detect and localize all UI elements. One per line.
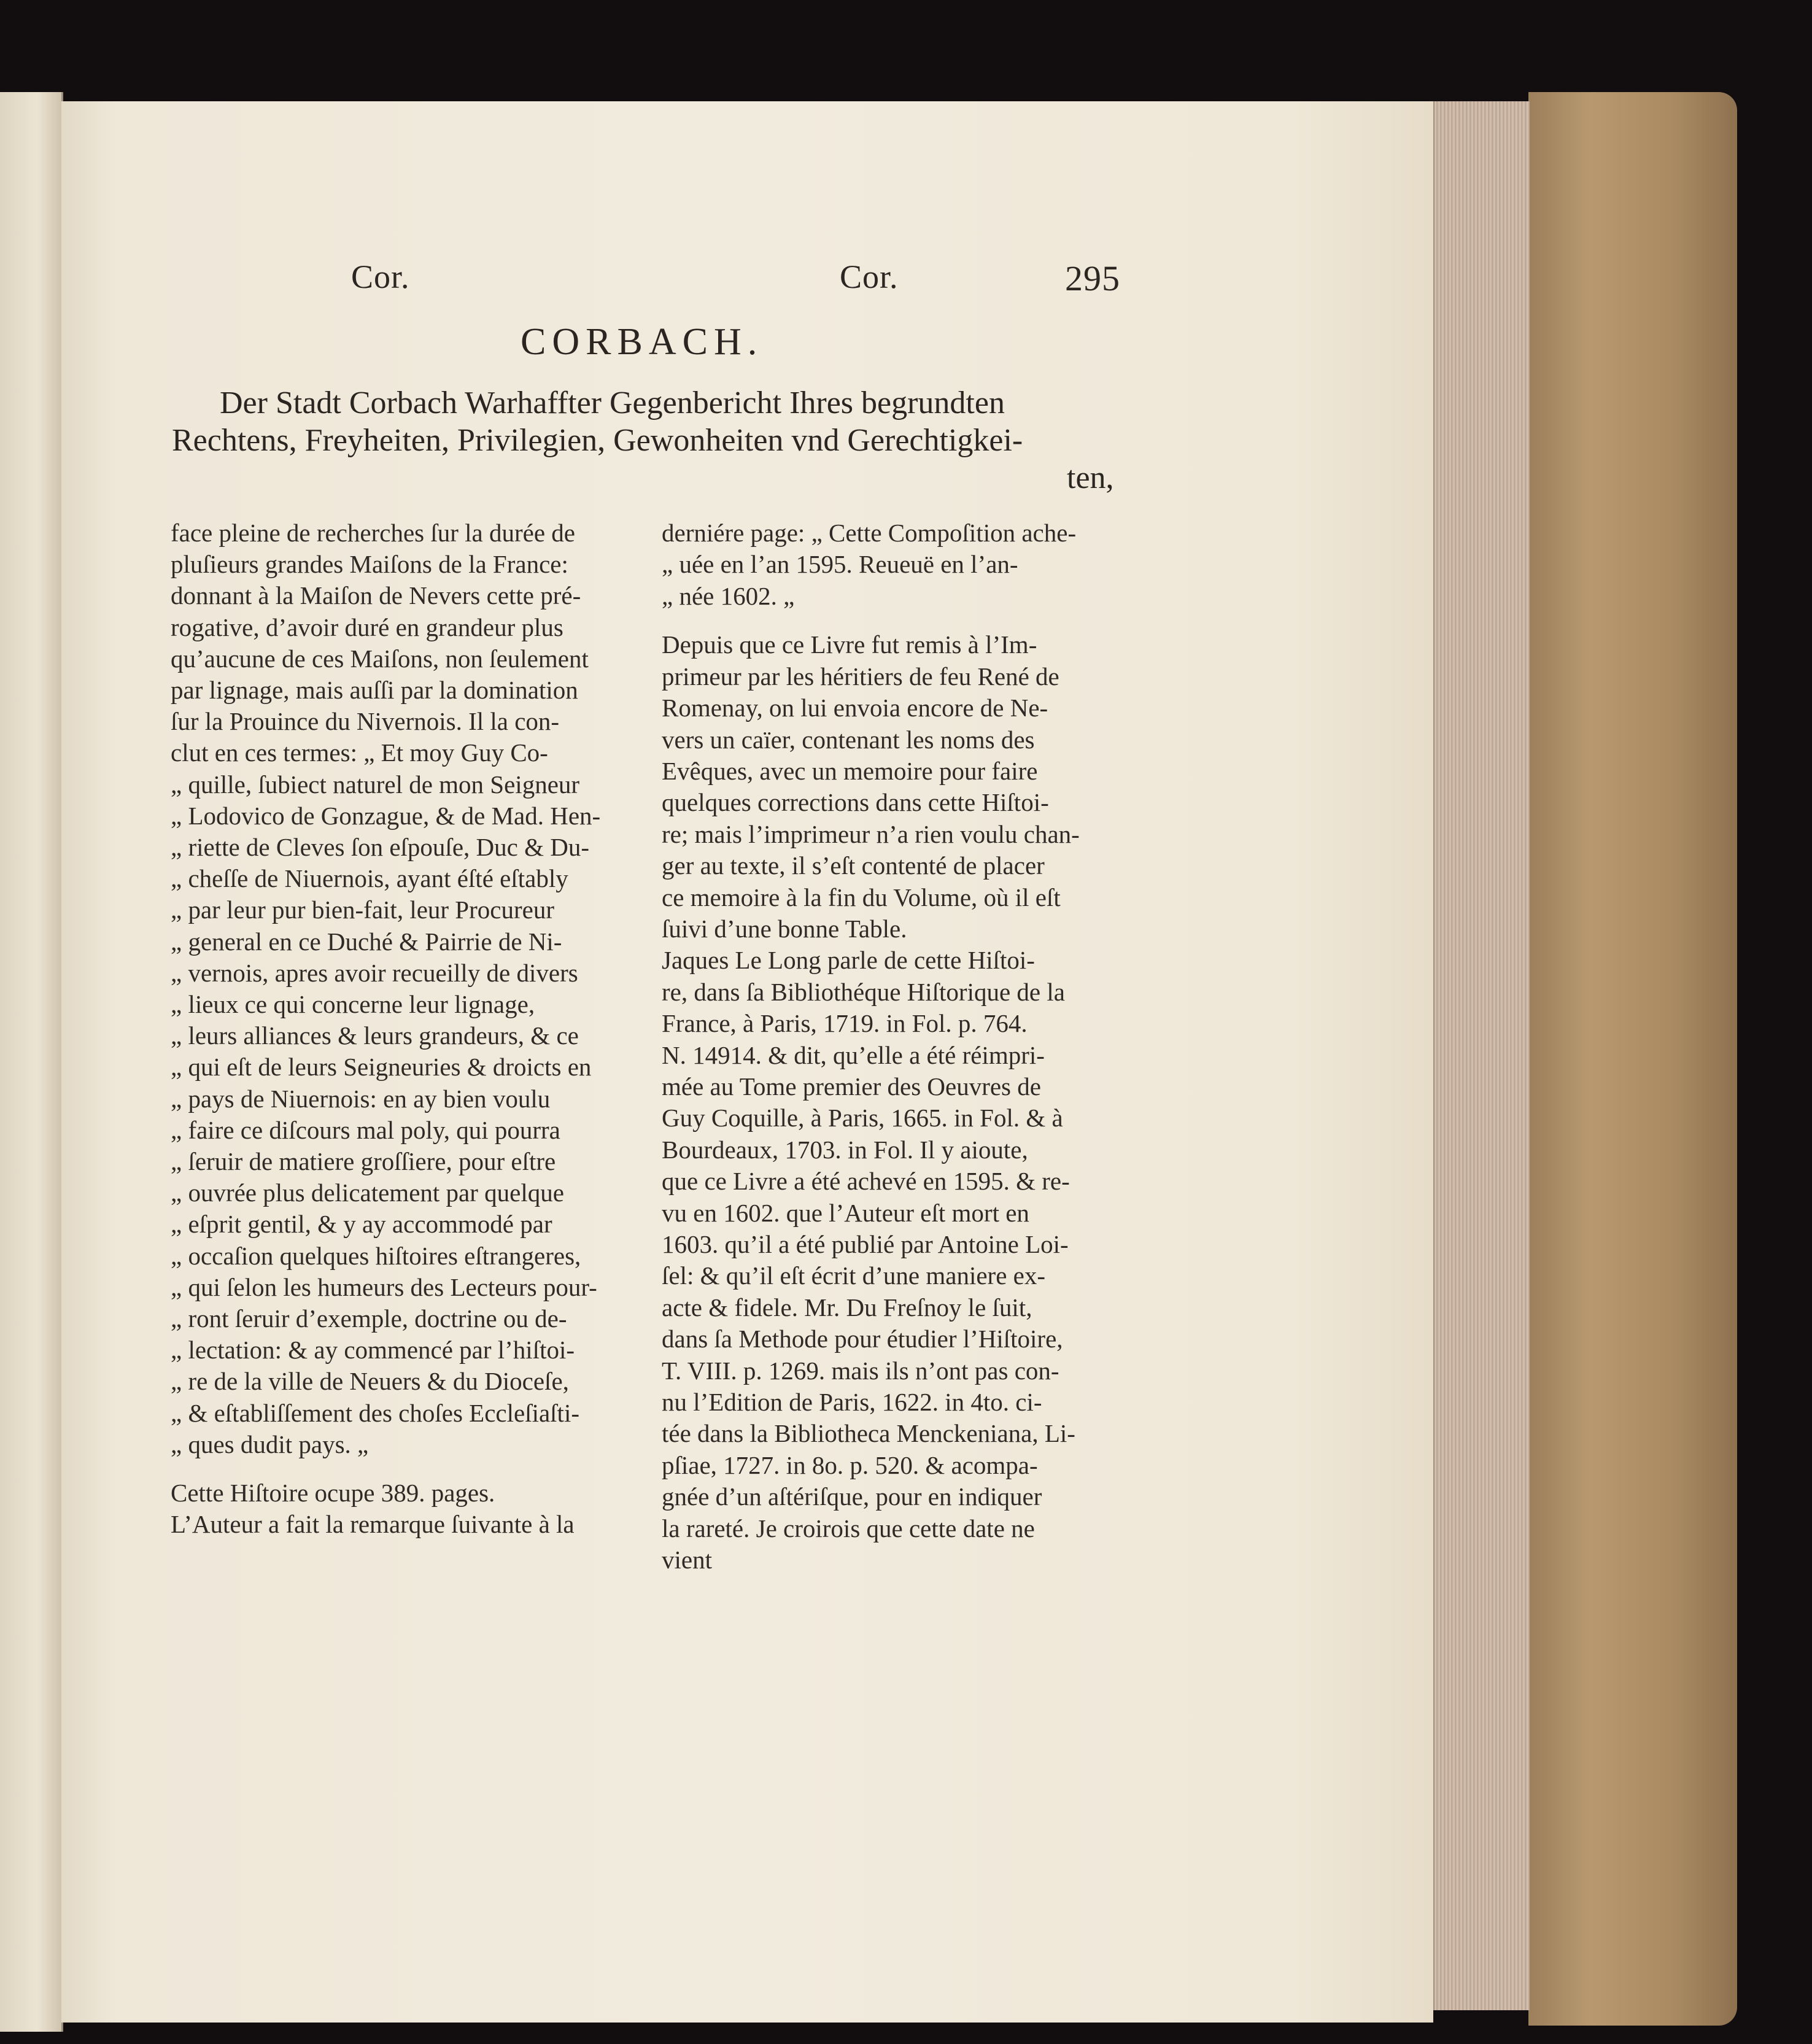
text-line: vu en 1602. que l’Auteur eſt mort en — [662, 1198, 1029, 1227]
text-line: „ ouvrée plus delicatement par quelque — [171, 1179, 564, 1207]
text-line: „ eſprit gentil, & y ay accommodé par — [171, 1210, 552, 1239]
text-line: „ qui ſelon les humeurs des Lecteurs pour- — [171, 1272, 597, 1301]
title-line-3: ten, — [1067, 460, 1114, 495]
page-number: 295 — [1065, 258, 1120, 298]
text-line: acte & fidele. Mr. Du Freſnoy le ſuit, — [662, 1293, 1032, 1322]
text-line: 1603. qu’il a été publié par Antoine Loi- — [662, 1230, 1069, 1259]
text-line: gnée d’un aſtériſque, pour en indiquer — [662, 1482, 1042, 1511]
title-line-2: Rechtens, Freyheiten, Privilegien, Gewonheiten vnd Gerechtigkei- — [172, 423, 1023, 458]
text-line: par lignage, mais auſſi par la domination — [171, 676, 578, 704]
text-line: ger au texte, il s’eſt contenté de placer — [662, 851, 1045, 880]
text-line: re; mais l’imprimeur n’a rien voulu chan- — [662, 819, 1080, 848]
text-line: „ qui eſt de leurs Seigneuries & droicts en — [171, 1053, 592, 1082]
text-line: dans ſa Methode pour étudier l’Hiſtoire, — [662, 1325, 1063, 1353]
text-line: Romenay, on lui envoia encore de Ne- — [662, 694, 1048, 722]
text-line: „ ront ſeruir d’exemple, doctrine ou de- — [171, 1304, 567, 1333]
text-line: „ quille, ſubiect naturel de mon Seigneur — [171, 770, 580, 799]
text-line: derniére page: „ Cette Compoſition ache- — [662, 519, 1077, 547]
text-line: quelques corrections dans cette Hiſtoi- — [662, 788, 1049, 817]
text-line: „ general en ce Duché & Pairrie de Ni- — [171, 927, 562, 956]
text-line: rogative, d’avoir duré en grandeur plus — [171, 613, 563, 641]
text-line: ſur la Prouince du Nivernois. Il la con- — [171, 707, 560, 736]
text-line: nu l’Edition de Paris, 1622. in 4to. ci- — [662, 1388, 1042, 1417]
text-line: „ ques dudit pays. „ — [171, 1430, 369, 1458]
text-line: L’Auteur a fait la remarque ſuivante à la — [171, 1510, 575, 1539]
text-line: pluſieurs grandes Maiſons de la France: — [171, 550, 568, 579]
text-line: donnant à la Maiſon de Nevers cette pré- — [171, 581, 581, 610]
article-heading: CORBACH. — [521, 321, 764, 363]
text-line: la rareté. Je croirois que cette date ne — [662, 1514, 1035, 1543]
text-line: „ faire ce diſcours mal poly, qui pourra — [171, 1115, 560, 1144]
text-line: „ née 1602. „ — [662, 581, 795, 610]
text-line: „ par leur pur bien-fait, leur Procureur — [171, 896, 554, 924]
text-line: „ ſeruir de matiere groſſiere, pour eſtre — [171, 1147, 556, 1175]
title-line-1: Der Stadt Corbach Warhaffter Gegenbericht Ihres begrundten — [220, 385, 1005, 420]
text-line: ce memoire à la fin du Volume, où il eſt — [662, 883, 1061, 912]
text-line: re, dans ſa Bibliothéque Hiſtorique de la — [662, 977, 1065, 1006]
text-line: „ re de la ville de Neuers & du Dioceſe, — [171, 1367, 569, 1396]
text-line: Depuis que ce Livre fut remis à l’Im- — [662, 630, 1037, 659]
text-line: „ & eſtabliſſement des choſes Eccleſiaſti- — [171, 1398, 579, 1427]
text-line: „ lieux ce qui concerne leur lignage, — [171, 990, 535, 1018]
text-line: „ vernois, apres avoir recueilly de divers — [171, 958, 578, 987]
text-line: Jaques Le Long parle de cette Hiſtoi- — [662, 946, 1035, 975]
text-line: ſuivi d’une bonne Table. — [662, 915, 907, 943]
text-line: clut en ces termes: „ Et moy Guy Co- — [171, 738, 548, 767]
text-line: „ lectation: & ay commencé par l’hiſtoi- — [171, 1336, 575, 1365]
text-line: „ occaſion quelques hiſtoires eſtrangeres, — [171, 1241, 581, 1270]
text-line: France, à Paris, 1719. in Fol. p. 764. — [662, 1009, 1028, 1038]
text-line: Guy Coquille, à Paris, 1665. in Fol. & à — [662, 1104, 1063, 1132]
text-line: tée dans la Bibliotheca Menckeniana, Li- — [662, 1419, 1075, 1448]
text-line: N. 14914. & dit, qu’elle a été réimpri- — [662, 1040, 1045, 1069]
text-line: pſiae, 1727. in 8o. p. 520. & acompa- — [662, 1450, 1038, 1479]
text-line: Bourdeaux, 1703. in Fol. Il y aioute, — [662, 1135, 1028, 1164]
text-line: vient — [662, 1546, 712, 1574]
text-line: „ leurs alliances & leurs grandeurs, & ce — [171, 1021, 579, 1050]
text-line: „ Lodovico de Gonzague, & de Mad. Hen- — [171, 801, 601, 830]
text-line: Evêques, avec un memoire pour faire — [662, 757, 1038, 786]
text-line: Cette Hiſtoire ocupe 389. pages. — [171, 1479, 495, 1508]
text-line: „ uée en l’an 1595. Reueuë en l’an- — [662, 550, 1018, 579]
text-line: ſel: & qu’il eſt écrit d’une maniere ex- — [662, 1261, 1045, 1290]
text-line: „ pays de Niuernois: en ay bien voulu — [171, 1084, 551, 1113]
text-line: „ cheſſe de Niuernois, ayant éſté eſtably — [171, 864, 568, 893]
text-line: que ce Livre a été achevé en 1595. & re- — [662, 1167, 1070, 1196]
running-head-center: Cor. — [840, 258, 899, 295]
text-line: vers un caïer, contenant les noms des — [662, 725, 1035, 754]
text-line: face pleine de recherches ſur la durée de — [171, 519, 576, 547]
text-line: T. VIII. p. 1269. mais ils n’ont pas con- — [662, 1356, 1059, 1385]
running-head-left: Cor. — [351, 258, 410, 295]
text-line: mée au Tome premier des Oeuvres de — [662, 1072, 1041, 1101]
text-line: primeur par les héritiers de feu René de — [662, 662, 1059, 691]
text-line: „ riette de Cleves ſon eſpouſe, Duc & Du- — [171, 833, 589, 861]
text-line: qu’aucune de ces Maiſons, non ſeulement — [171, 644, 589, 673]
